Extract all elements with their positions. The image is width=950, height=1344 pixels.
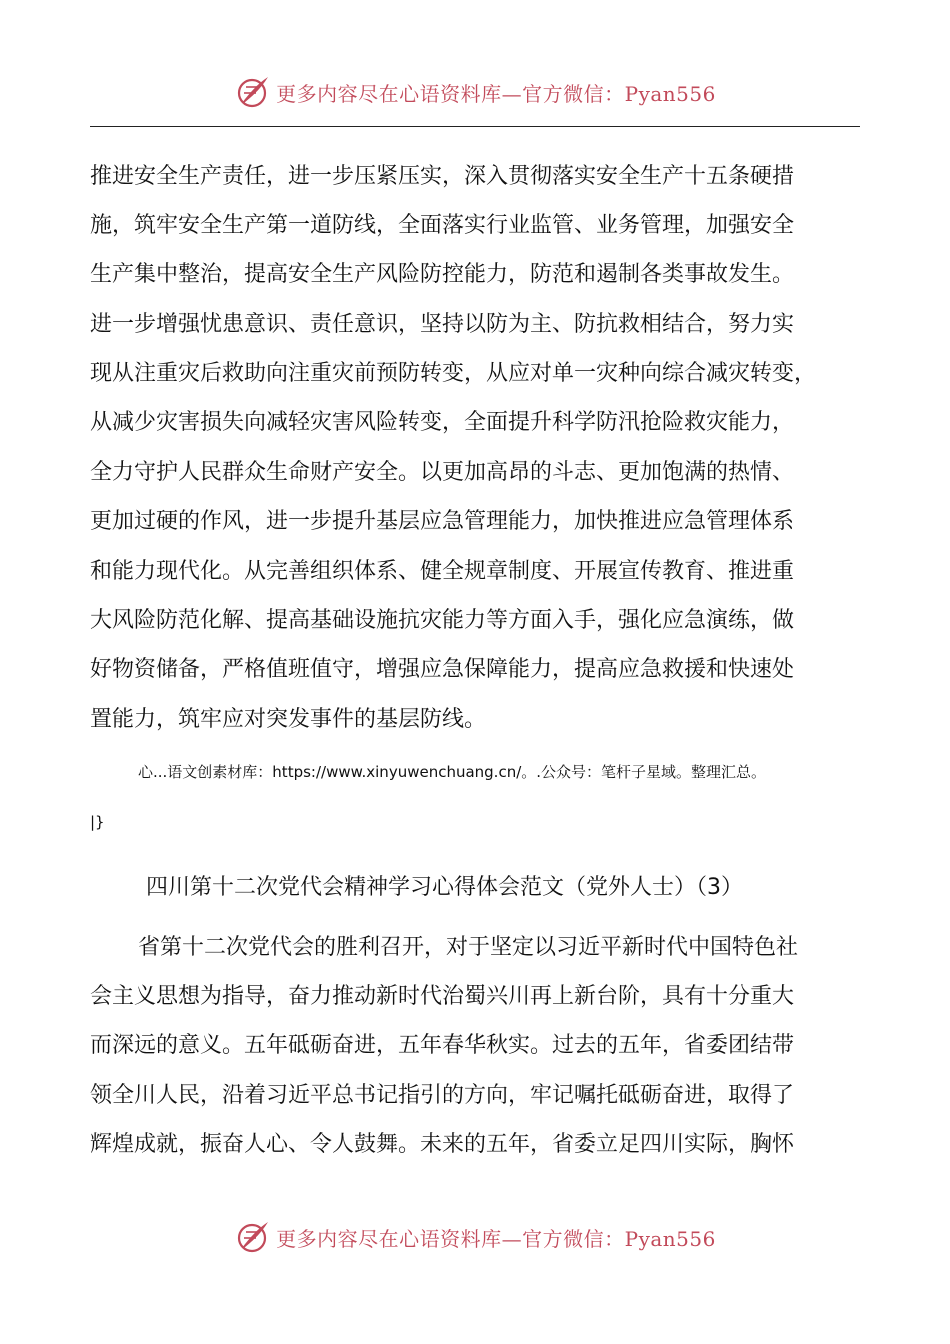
section-title: 四川第十二次党代会精神学习心得体会范文（党外人士）（3） (146, 875, 743, 900)
quill-logo-icon (234, 1218, 272, 1256)
text-line: 推进安全生产责任，进一步压紧压实，深入贯彻落实安全生产十五条硬措 (90, 164, 795, 189)
banner-text: 更多内容尽在心语资料库—官方微信：Pyan556 (276, 81, 716, 106)
banner-text: 更多内容尽在心语资料库—官方微信：Pyan556 (276, 1226, 716, 1251)
text-line: 而深远的意义。五年砥砺奋进，五年春华秋实。过去的五年，省委团结带 (90, 1033, 795, 1058)
text-line: 领全川人民，沿着习近平总书记指引的方向，牢记嘱托砥砺奋进，取得了 (90, 1083, 795, 1108)
text-line: 从减少灾害损失向减轻灾害风险转变，全面提升科学防汛抢险救灾能力， (90, 410, 795, 435)
wechat-id: Pyan556 (624, 81, 716, 106)
text-line: 更加过硬的作风，进一步提升基层应急管理能力，加快推进应急管理体系 (90, 509, 795, 534)
header-banner (0, 72, 950, 112)
text-line: 施，筑牢安全生产第一道防线，全面落实行业监管、业务管理，加强安全 (90, 213, 795, 238)
header-divider (90, 126, 860, 127)
stray-mark: |} (90, 813, 105, 831)
text-line: 现从注重灾后救助向注重灾前预防转变，从应对单一灾种向综合减灾转变， (90, 361, 817, 386)
text-line: 进一步增强忧患意识、责任意识，坚持以防为主、防抗救相结合，努力实 (90, 312, 795, 337)
text-line: 置能力，筑牢应对突发事件的基层防线。 (90, 707, 487, 732)
text-line: 省第十二次党代会的胜利召开，对于坚定以习近平新时代中国特色社 (138, 935, 799, 960)
text-line: 会主义思想为指导，奋力推动新时代治蜀兴川再上新台阶，具有十分重大 (90, 984, 795, 1009)
text-line: 辉煌成就，振奋人心、令人鼓舞。未来的五年，省委立足四川实际，胸怀 (90, 1132, 795, 1157)
quill-logo-icon (234, 73, 272, 111)
text-line: 好物资储备，严格值班值守，增强应急保障能力，提高应急救援和快速处 (90, 657, 795, 682)
text-line: 生产集中整治，提高安全生产风险防控能力，防范和遏制各类事故发生。 (90, 262, 795, 287)
text-line: 大风险防范化解、提高基础设施抗灾能力等方面入手，强化应急演练，做 (90, 608, 795, 633)
source-note: 心...语文创素材库：https://www.xinyuwenchuang.cn/。.公众号：笔杆子星域。整理汇总。 (138, 763, 767, 781)
wechat-id: Pyan556 (624, 1226, 716, 1251)
text-line: 全力守护人民群众生命财产安全。以更加高昂的斗志、更加饱满的热情、 (90, 460, 795, 485)
footer-banner (0, 1217, 950, 1257)
text-line: 和能力现代化。从完善组织体系、健全规章制度、开展宣传教育、推进重 (90, 559, 795, 584)
